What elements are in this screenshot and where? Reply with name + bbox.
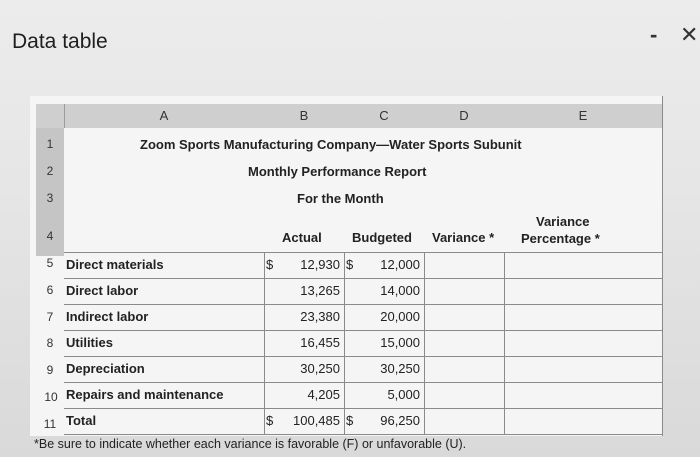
grid-line	[64, 252, 662, 253]
grid-line	[64, 434, 662, 435]
actual-value: 13,265	[300, 283, 340, 298]
row-number: 7	[46, 310, 54, 324]
column-header-b: B	[264, 104, 345, 128]
grid-line	[504, 252, 505, 434]
actual-header: Actual	[282, 230, 322, 245]
grid-line	[424, 252, 425, 434]
currency-sign: $	[346, 257, 354, 272]
dialog-title: Data table	[12, 30, 108, 53]
row-number: 10	[44, 390, 58, 404]
column-header-e: E	[504, 104, 663, 128]
row-number: 8	[46, 336, 54, 350]
variance-pct-header-line1: Variance	[536, 214, 590, 229]
budgeted-value: 5,000	[387, 387, 420, 402]
actual-value: 16,455	[300, 335, 340, 350]
report-title: Monthly Performance Report	[248, 164, 427, 179]
row-label: Utilities	[66, 335, 113, 350]
row-number: 11	[43, 417, 57, 431]
row-label: Direct labor	[66, 283, 139, 298]
row-number: 2	[46, 164, 54, 178]
grid-line	[64, 408, 662, 409]
budgeted-value: 30,250	[380, 361, 420, 376]
grid-line	[64, 304, 662, 305]
budgeted-value: 20,000	[380, 309, 420, 324]
row-number: 4	[46, 229, 54, 243]
grid-line	[64, 330, 662, 331]
variance-pct-header-line2: Percentage *	[521, 231, 600, 246]
actual-value: 12,930	[300, 257, 340, 272]
close-icon[interactable]: ✕	[680, 22, 699, 47]
actual-value: 30,250	[300, 361, 340, 376]
row-label: Indirect labor	[66, 309, 149, 324]
row-number: 5	[46, 256, 54, 270]
currency-sign: $	[266, 413, 274, 428]
grid-line	[64, 278, 662, 279]
row-label: Depreciation	[66, 361, 145, 376]
variance-header: Variance *	[432, 230, 495, 245]
row-number: 9	[46, 363, 54, 377]
period-title: For the Month	[297, 191, 384, 206]
row-label: Total	[66, 413, 97, 428]
grid-line	[344, 252, 345, 434]
grid-line	[264, 252, 265, 434]
actual-value: 4,205	[307, 387, 340, 402]
budgeted-value: 14,000	[380, 283, 420, 298]
currency-sign: $	[266, 257, 274, 272]
company-title: Zoom Sports Manufacturing Company—Water Sports Subunit	[140, 137, 522, 152]
actual-value: 23,380	[300, 309, 340, 324]
row-label: Repairs and maintenance	[66, 387, 224, 402]
row-number: 6	[46, 283, 54, 297]
budgeted-value: 96,250	[380, 413, 420, 428]
grid-line	[64, 356, 662, 357]
currency-sign: $	[346, 413, 354, 428]
asterisk: *	[489, 230, 495, 245]
minimize-button[interactable]: -	[650, 22, 658, 47]
row-label: Direct materials	[66, 257, 164, 272]
column-header-a: A	[64, 104, 265, 128]
row-number: 3	[46, 191, 54, 205]
corner-header	[36, 104, 65, 128]
actual-value: 100,485	[293, 413, 340, 428]
budgeted-header: Budgeted	[352, 230, 412, 245]
asterisk: *	[594, 231, 600, 246]
row-number: 1	[46, 137, 54, 151]
budgeted-value: 15,000	[380, 335, 420, 350]
grid-line	[662, 96, 663, 436]
column-header-c: C	[344, 104, 425, 128]
column-header-d: D	[424, 104, 505, 128]
budgeted-value: 12,000	[380, 257, 420, 272]
footnote: *Be sure to indicate whether each variance is favorable (F) or unfavorable (U).	[34, 437, 467, 451]
grid-line	[64, 382, 662, 383]
